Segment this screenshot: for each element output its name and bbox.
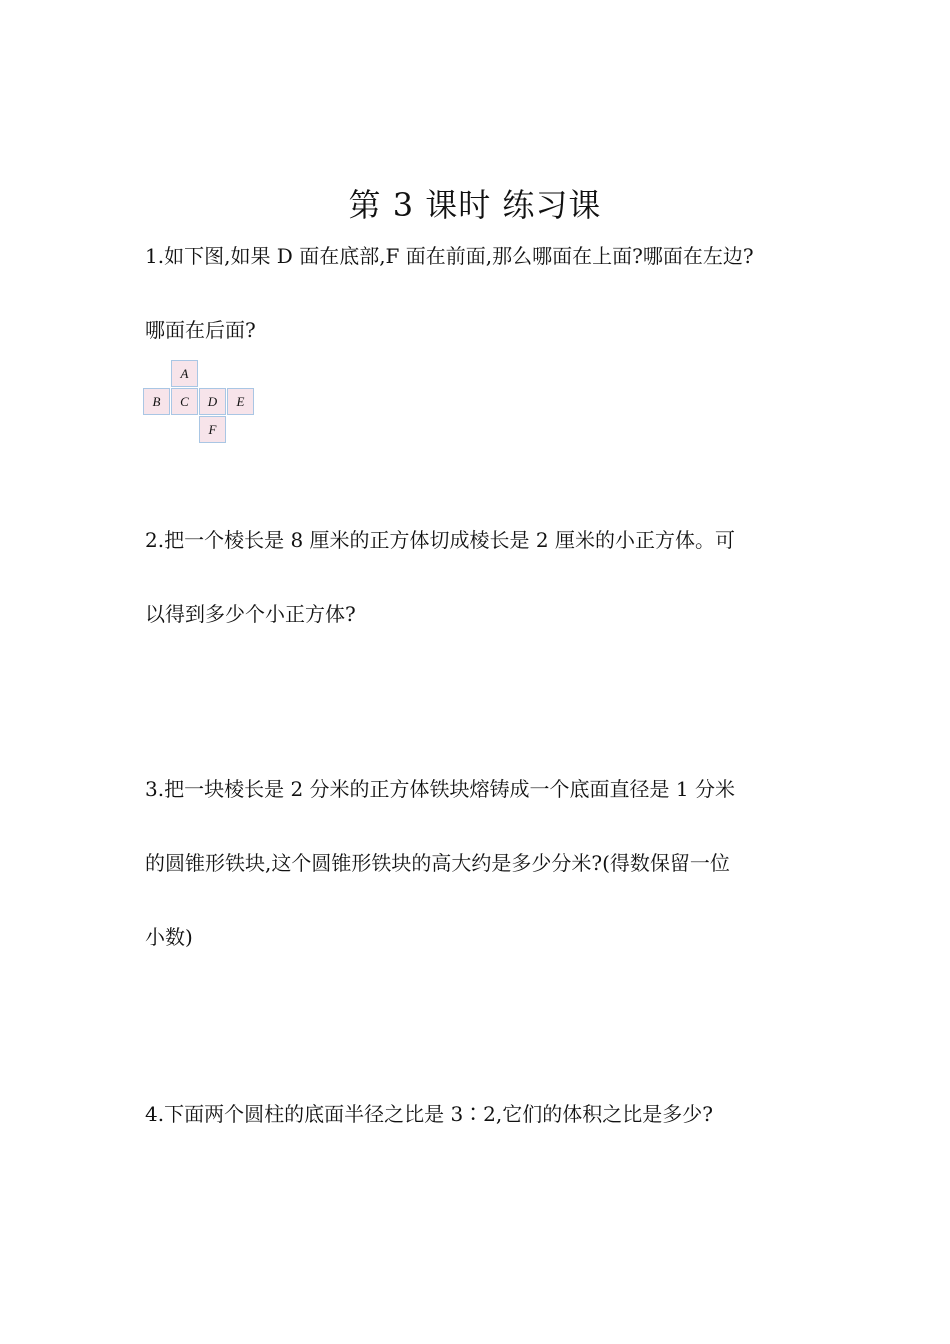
question-2-line-1 (145, 524, 735, 553)
question-1-text-1: 如下图,如果 D 面在底部,F 面在前面,那么哪面在上面?哪面在左边? (164, 244, 754, 268)
question-1-text-2: 哪面在后面? (145, 318, 256, 342)
question-3-text-2: 的圆锥形铁块,这个圆锥形铁块的高大约是多少分米?(得数保留一位 (145, 851, 730, 875)
net-face-b: B (143, 388, 170, 415)
cube-net-figure (143, 360, 255, 444)
question-3-line-1 (145, 773, 735, 802)
question-2-text-1: 把一个棱长是 8 厘米的正方体切成棱长是 2 厘米的小正方体。可 (164, 528, 735, 552)
net-face-e: E (227, 388, 254, 415)
question-1-number: 1. (145, 244, 165, 268)
question-4-number: 4. (145, 1102, 165, 1126)
question-2-number: 2. (145, 528, 165, 552)
question-3-text-3: 小数) (145, 925, 193, 949)
question-1-line-1 (145, 240, 754, 269)
net-face-f: F (199, 416, 226, 443)
page-title: 第 3 课时 练习课 (348, 186, 602, 224)
net-face-d: D (199, 388, 226, 415)
question-3-text-1: 把一块棱长是 2 分米的正方体铁块熔铸成一个底面直径是 1 分米 (164, 777, 735, 801)
question-4-line-1 (145, 1098, 713, 1127)
question-2-text-2: 以得到多少个小正方体? (145, 602, 356, 626)
net-face-c: C (171, 388, 198, 415)
net-face-a: A (171, 360, 198, 387)
question-3-number: 3. (145, 777, 165, 801)
question-4-text-1: 下面两个圆柱的底面半径之比是 3∶2,它们的体积之比是多少? (164, 1102, 713, 1126)
